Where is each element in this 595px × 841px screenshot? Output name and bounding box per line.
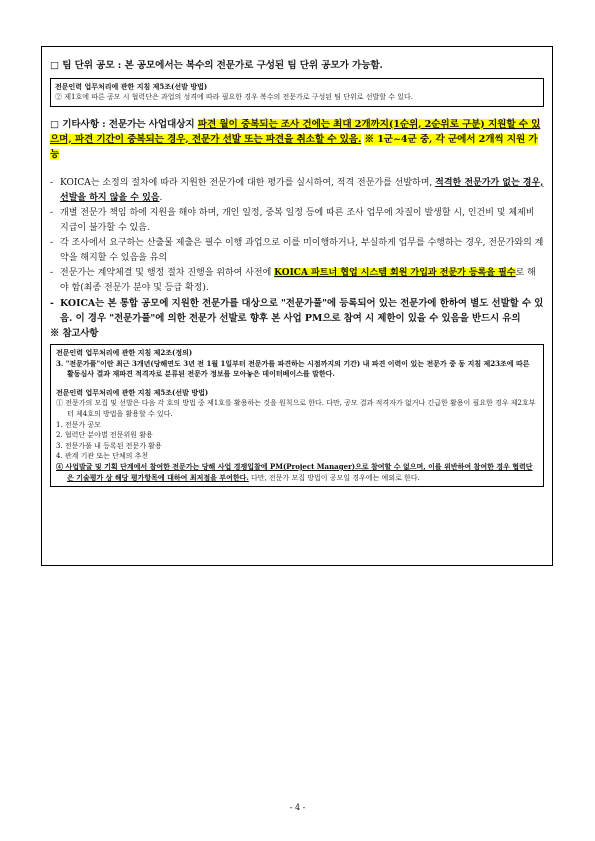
ref-pm-underline: ④ 사업발굴 및 기획 단계에서 참여한 전문가는 당해 사업 경쟁입찰에 PM(Project Manager)으로 참여할 수 없으며, 이를 위반하여 참여한 경우 협력단은 기술평가 상 해당 평가항목에 대하여 최저점을 부여한다. — [56, 461, 533, 482]
ref-method-3: 3. 전문가풀 내 등록된 전문가 활용 — [56, 441, 162, 450]
ref-pm-exception: 다만, 전문가 모집 방법이 공모일 경우에는 예외로 한다. — [248, 473, 420, 482]
ref-title-article5: 전문인력 업무처리에 관한 지침 제5조(선발 방법) — [56, 387, 209, 397]
etc-section — [50, 117, 544, 162]
bullet-1-underline: 적격한 전문가가 없는 경우, 선발을 하지 않을 수 있음 — [60, 177, 544, 203]
bullet-registration — [50, 266, 544, 296]
bullet-3-text: 각 조사에서 요구하는 산출물 제출은 필수 이행 과업으로 이를 미이행하거나, 부실하게 업무를 수행하는 경우, 전문가와의 계약을 해지할 수 있음을 유의 — [60, 237, 544, 263]
guideline-box-article5 — [50, 78, 544, 107]
ref-method-1: 1. 전문가 공모 — [56, 420, 101, 429]
bullet-5-text: KOICA는 본 통합 공모에 지원한 전문가를 대상으로 "전문가풀"에 등록되어 있는 전문가에 한하여 별도 선발할 수 있음. 이 경우 "전문가풀"에 의한 전문가 선발로 향후 본 사업 PM으로 참여 시 제한이 있을 수 있음을 반드시 유의 — [60, 297, 544, 324]
bullet-expert-pool — [50, 296, 544, 326]
bullet-4-text: 전문가는 계약체결 및 행정 절차 진행을 위하여 사전에 — [60, 267, 275, 278]
bullet-dash: - — [50, 237, 54, 248]
bullet-evaluation — [50, 176, 544, 206]
ref-title-article2: 전문인력 업무처리에 관한 지침 제2조(정의) — [56, 348, 193, 357]
bullet-2-text: 개별 전문가 책임 하에 지원을 해야 하며, 개인 일정, 중복 일정 등에 따른 조사 업무에 차질이 발생할 시, 인건비 및 체제비 지급이 불가할 수 있음. — [60, 207, 535, 233]
ref-method-4: 4. 관계 기관 또는 단체의 추천 — [56, 452, 149, 461]
bullet-responsibility — [50, 206, 544, 236]
bullet-1-end: . — [159, 192, 163, 203]
bullet-dash: - — [50, 297, 54, 309]
bullet-deliverables — [50, 236, 544, 266]
guideline-title: 전문인력 업무처리에 관한 지침 제5조(선발 방법) — [55, 81, 208, 91]
guideline-item: ② 제1호에 따른 공모 시 협력단은 과업의 성격에 따라 필요한 경우 복수의 전문가로 구성된 팀 단위로 선발할 수 있다. — [55, 92, 414, 101]
bullet-4-end: 로 해야 함(최종 전문가 분야 및 등급 확정). — [60, 267, 536, 293]
etc-lead: □ 기타사항 : 전문가는 사업대상지 — [50, 118, 198, 130]
etc-highlight-1: 파견 월이 중복되는 조사 건에는 최대 2개까지(1순위, 2순위로 구분) 지원할 수 있으며, 파견 기간이 중복되는 경우, 전문가 선발 또는 파견을 취소할 수 있음. — [50, 118, 541, 145]
team-recruit-line: □ 팀 단위 공모 : 본 공모에서는 복수의 전문가로 구성된 팀 단위 공모가 가능함. — [50, 60, 383, 71]
bullet-dash: - — [50, 177, 54, 188]
bullet-4-highlight: KOICA 파트너 협업 시스템 회원 가입과 전문가 등록을 필수 — [274, 267, 516, 278]
content-frame — [41, 46, 553, 566]
ref-method-2: 2. 협력단 분야별 전문위원 활용 — [56, 431, 153, 440]
bullet-dash: - — [50, 207, 54, 218]
ref-method-principle: ① 전문가의 모집 및 선발은 다음 각 호의 방법 중 제1호를 활용하는 것을 원칙으로 한다. 다만, 공모 결과 적격자가 없거나 긴급한 활용이 필요한 경우 제2호부터 제4호의 방법을 활용할 수 있다. — [56, 399, 536, 418]
reference-box — [50, 344, 544, 487]
bullet-dash: - — [50, 267, 54, 278]
etc-highlight-2: ※ 1군~4군 중, 각 군에서 2개씩 지원 가능 — [50, 133, 538, 160]
ref-definition: 3. "전문가풀"이란 최근 3개년(당해연도 3년 전 1월 1일부터 전문가를 파견하는 시점까지의 기간) 내 파견 이력이 있는 전문가 중 동 지침 제23조에 따른 활동심사 결과 재파견 적격자로 분류된 전문가 정보를 모아놓은 데이터베이스를 말한다. — [56, 358, 530, 379]
bullet-1-text: KOICA는 소정의 절차에 따라 지원한 전문가에 대한 평가를 실시하여, 적격 전문가를 선발하며, — [60, 177, 436, 188]
ref-pm-restriction — [56, 462, 538, 483]
page-number: - 4 - — [289, 803, 306, 812]
reference-heading: ※ 참고사항 — [50, 327, 99, 339]
